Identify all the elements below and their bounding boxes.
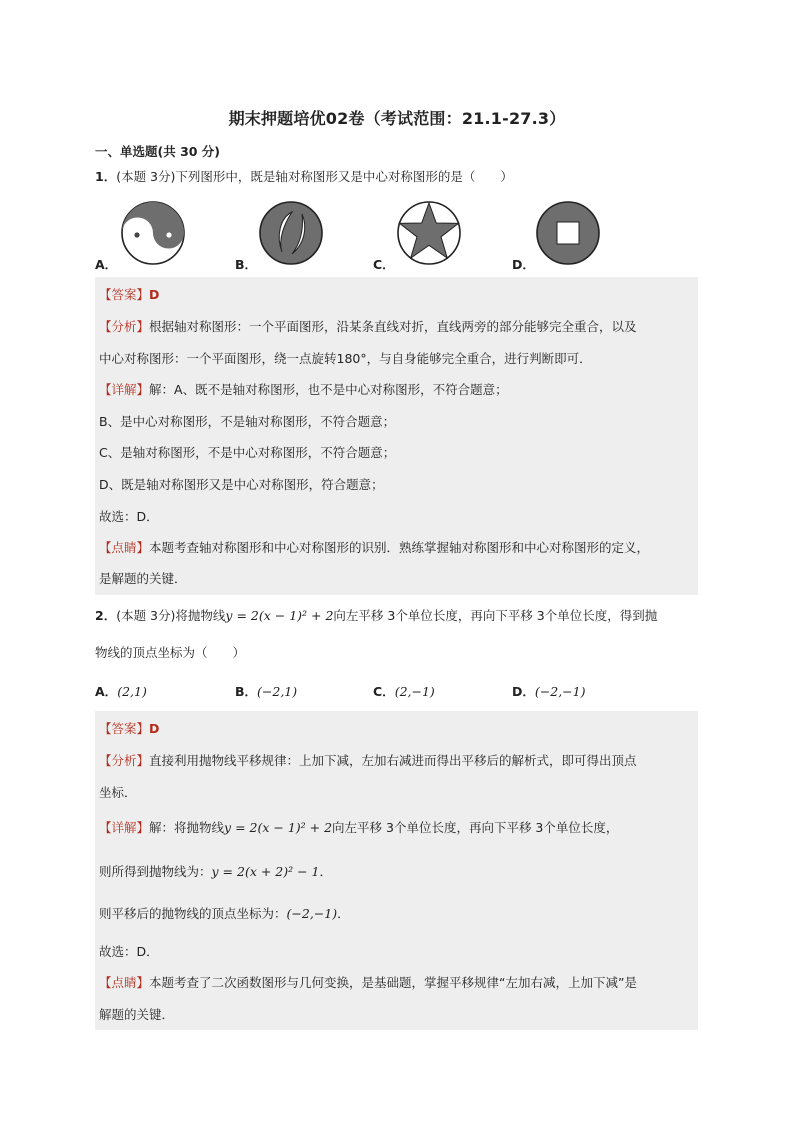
question-2-detail-line1: 【详解】解：将抛物线y = 2(x − 1)² + 2向左平移 3个单位长度，再向下平移 3个单位长度， bbox=[99, 820, 619, 835]
question-2-meta: (本题 3分) bbox=[116, 608, 176, 623]
question-1-comment-line1: 【点睛】本题考查轴对称图形和中心对称图形的识别．熟练掌握轴对称图形和中心对称图形的定义， bbox=[99, 540, 650, 555]
question-2-comment-line1: 【点睛】本题考查了二次函数图形与几何变换，是基础题，掌握平移规律“左加右减，上加下减”是 bbox=[99, 975, 637, 990]
page-title: 期末押题培优02卷（考试范围：21.1-27.3） bbox=[228, 109, 566, 128]
question-2-option-a: A．(2,1) bbox=[95, 684, 147, 699]
question-2-stem-line2: 物线的顶点坐标为（ ） bbox=[95, 645, 246, 660]
question-1-detail-line2: B、是中心对称图形，不是轴对称图形，不符合题意； bbox=[99, 414, 396, 429]
question-2-analysis-line2: 坐标． bbox=[99, 785, 137, 800]
question-1-option-a-label: A． bbox=[95, 257, 118, 272]
question-1-detail-line1: 【详解】解：A、既不是轴对称图形，也不是中心对称图形，不符合题意； bbox=[99, 382, 508, 397]
question-1-option-d-label: D． bbox=[512, 257, 535, 272]
question-1-answer: 【答案】D bbox=[99, 287, 160, 302]
question-1-stem bbox=[95, 168, 513, 186]
square-in-circle-icon bbox=[535, 200, 601, 266]
star-in-circle-icon bbox=[396, 200, 462, 266]
section-heading: 一、单选题(共 30 分) bbox=[95, 144, 221, 159]
question-2-option-c: C．(2,−1) bbox=[373, 684, 435, 699]
question-2-formula: y = 2(x − 1)² + 2 bbox=[225, 608, 334, 623]
question-1-number: 1． bbox=[95, 169, 117, 184]
question-2-number: 2． bbox=[95, 608, 117, 623]
question-2-analysis-line1: 【分析】直接利用抛物线平移规律：上加下减，左加右减进而得出平移后的解析式，即可得出顶点 bbox=[99, 753, 637, 768]
question-1-analysis-line2: 中心对称图形：一个平面图形，绕一点旋转180°，与自身能够完全重合，进行判断即可． bbox=[99, 351, 592, 366]
question-2-conclusion: 故选：D． bbox=[99, 944, 159, 959]
question-1-detail-line4: D、既是轴对称图形又是中心对称图形，符合题意； bbox=[99, 477, 384, 492]
circle-crescents-icon bbox=[258, 200, 324, 266]
question-2-option-b: B．(−2,1) bbox=[235, 684, 298, 699]
question-1-conclusion: 故选：D． bbox=[99, 509, 159, 524]
question-1-comment-line2: 是解题的关键． bbox=[99, 571, 187, 586]
question-1-answer-block bbox=[95, 277, 698, 595]
question-2-comment-line2: 解题的关键． bbox=[99, 1007, 175, 1022]
question-1-detail-line3: C、是轴对称图形，不是中心对称图形，不符合题意； bbox=[99, 445, 396, 460]
yin-yang-icon bbox=[120, 200, 186, 266]
question-1-analysis-line1: 【分析】根据轴对称图形：一个平面图形，沿某条直线对折，直线两旁的部分能够完全重合，以及 bbox=[99, 319, 637, 334]
question-2-stem bbox=[95, 607, 657, 625]
question-2-answer-block bbox=[95, 711, 698, 1030]
question-1-option-c-label: C． bbox=[373, 257, 395, 272]
question-1-option-b-label: B． bbox=[235, 257, 258, 272]
question-2-text-a: 将抛物线 bbox=[175, 608, 226, 623]
question-2-text-b: 向左平移 3个单位长度，再向下平移 3个单位长度，得到抛 bbox=[333, 608, 658, 623]
question-1-text: 下列图形中，既是轴对称图形又是中心对称图形的是（ ） bbox=[175, 169, 513, 184]
question-1-meta: (本题 3分) bbox=[116, 169, 176, 184]
question-2-detail-line2: 则所得到抛物线为：y = 2(x + 2)² − 1． bbox=[99, 864, 333, 879]
question-2-answer: 【答案】D bbox=[99, 721, 160, 736]
question-2-option-d: D．(−2,−1) bbox=[512, 684, 586, 699]
question-2-detail-line3: 则平移后的抛物线的顶点坐标为：(−2,−1)． bbox=[99, 906, 350, 921]
